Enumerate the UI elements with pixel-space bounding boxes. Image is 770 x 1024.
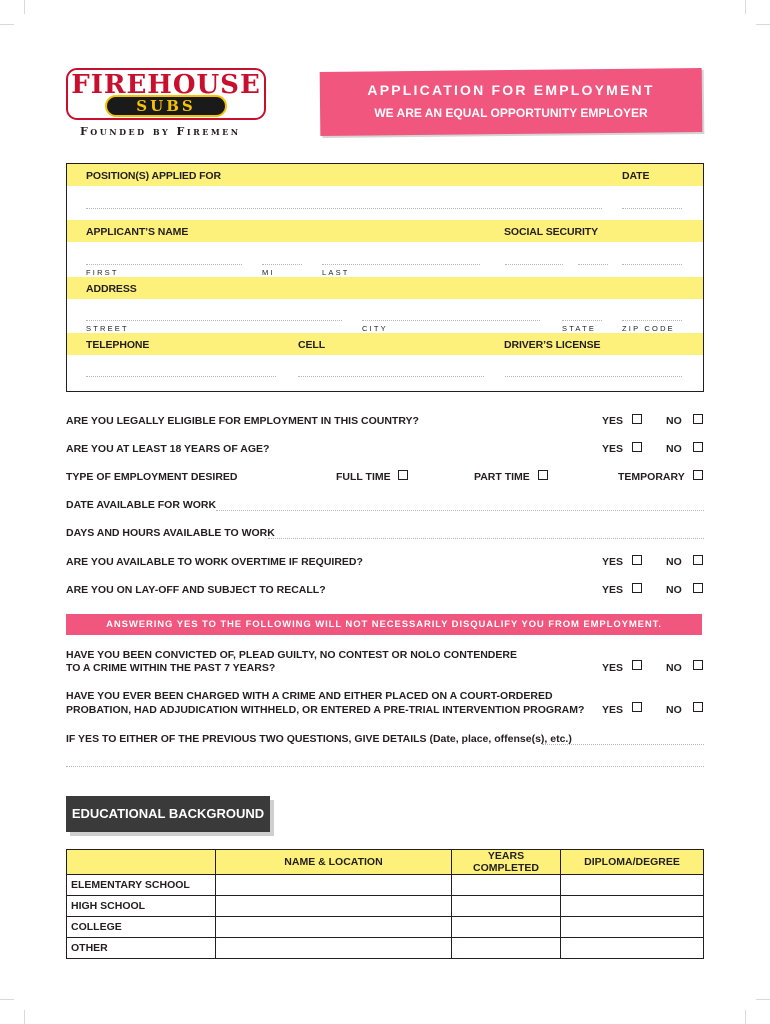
yes-label: YES — [602, 556, 624, 568]
age-question: ARE YOU AT LEAST 18 YEARS OF AGE? — [66, 443, 270, 455]
diploma-degree-cell[interactable] — [561, 896, 704, 917]
mi-caption: MI — [262, 268, 275, 277]
zip-field[interactable] — [622, 320, 682, 321]
date-available-field[interactable] — [216, 510, 704, 511]
crop-mark — [756, 999, 770, 1000]
convicted-no-checkbox[interactable] — [693, 660, 703, 670]
table-row — [67, 938, 704, 959]
temporary-label: TEMPORARY — [618, 471, 685, 483]
cell-label: CELL — [298, 339, 326, 351]
part-time-checkbox[interactable] — [538, 470, 548, 480]
yes-label: YES — [602, 662, 624, 674]
row-label: OTHER — [67, 938, 216, 959]
days-hours-question: DAYS AND HOURS AVAILABLE TO WORK — [66, 527, 275, 539]
years-completed-cell[interactable] — [452, 896, 561, 917]
age-no-checkbox[interactable] — [693, 442, 703, 452]
form-title: APPLICATION FOR EMPLOYMENT — [367, 82, 655, 98]
yes-label: YES — [602, 415, 624, 427]
charged-no-checkbox[interactable] — [693, 702, 703, 712]
employment-type-question: TYPE OF EMPLOYMENT DESIRED — [66, 471, 238, 483]
positions-field[interactable] — [86, 208, 602, 209]
row-label: ELEMENTARY SCHOOL — [67, 875, 216, 896]
eligible-yes-checkbox[interactable] — [632, 414, 642, 424]
charged-question-line1: HAVE YOU EVER BEEN CHARGED WITH A CRIME AND EITHER PLACED ON A COURT-ORDERED — [66, 690, 553, 702]
crop-mark — [745, 1010, 746, 1024]
age-yes-checkbox[interactable] — [632, 442, 642, 452]
table-header-cell: NAME & LOCATION — [216, 850, 452, 875]
table-row — [67, 896, 704, 917]
date-field[interactable] — [622, 208, 682, 209]
yes-label: YES — [602, 584, 624, 596]
no-label: NO — [666, 556, 682, 568]
street-caption: STREET — [86, 324, 129, 333]
crop-mark — [745, 0, 746, 14]
date-available-question: DATE AVAILABLE FOR WORK — [66, 499, 217, 511]
street-field[interactable] — [86, 320, 342, 321]
education-table — [66, 849, 704, 959]
last-caption: LAST — [322, 268, 350, 277]
form-subtitle: WE ARE AN EQUAL OPPORTUNITY EMPLOYER — [374, 106, 648, 120]
first-caption: FIRST — [86, 268, 119, 277]
zip-caption: ZIP CODE — [622, 324, 675, 333]
crop-mark — [24, 0, 25, 14]
table-header-cell: YEARS COMPLETED — [452, 850, 561, 875]
last-name-field[interactable] — [322, 264, 480, 265]
full-time-checkbox[interactable] — [398, 470, 408, 480]
ssn-field-3[interactable] — [622, 264, 682, 265]
firehouse-subs-logo — [66, 68, 266, 120]
disclaimer-text: ANSWERING YES TO THE FOLLOWING WILL NOT NECESSARILY DISQUALIFY YOU FROM EMPLOYMENT. — [106, 619, 662, 630]
years-completed-cell[interactable] — [452, 938, 561, 959]
header-banner — [320, 68, 703, 136]
charged-yes-checkbox[interactable] — [632, 702, 642, 712]
section-bar — [67, 333, 703, 355]
overtime-yes-checkbox[interactable] — [632, 555, 642, 565]
city-field[interactable] — [362, 320, 540, 321]
diploma-degree-cell[interactable] — [561, 875, 704, 896]
part-time-label: PART TIME — [474, 471, 530, 483]
name-location-cell[interactable] — [216, 875, 452, 896]
cell-field[interactable] — [298, 376, 484, 377]
ssn-field-2[interactable] — [578, 264, 608, 265]
social-security-label: SOCIAL SECURITY — [504, 226, 598, 238]
name-location-cell[interactable] — [216, 896, 452, 917]
diploma-degree-cell[interactable] — [561, 917, 704, 938]
row-label: HIGH SCHOOL — [67, 896, 216, 917]
crop-mark — [0, 24, 14, 25]
no-label: NO — [666, 443, 682, 455]
layoff-yes-checkbox[interactable] — [632, 583, 642, 593]
middle-initial-field[interactable] — [262, 264, 302, 265]
address-label: ADDRESS — [86, 283, 137, 295]
first-name-field[interactable] — [86, 264, 242, 265]
overtime-no-checkbox[interactable] — [693, 555, 703, 565]
eligible-no-checkbox[interactable] — [693, 414, 703, 424]
years-completed-cell[interactable] — [452, 875, 561, 896]
name-location-cell[interactable] — [216, 917, 452, 938]
crop-mark — [24, 1010, 25, 1024]
city-caption: CITY — [362, 324, 388, 333]
logo-subs-text: SUBS — [136, 97, 196, 115]
full-time-label: FULL TIME — [336, 471, 391, 483]
telephone-field[interactable] — [86, 376, 276, 377]
convicted-question-line1: HAVE YOU BEEN CONVICTED OF, PLEAD GUILTY, NO CONTEST OR NOLO CONTENDERE — [66, 649, 517, 661]
details-field-2[interactable] — [66, 766, 704, 767]
no-label: NO — [666, 662, 682, 674]
convicted-yes-checkbox[interactable] — [632, 660, 642, 670]
days-hours-field[interactable] — [268, 538, 704, 539]
years-completed-cell[interactable] — [452, 917, 561, 938]
crop-mark — [0, 999, 14, 1000]
date-label: DATE — [622, 170, 650, 182]
education-heading: EDUCATIONAL BACKGROUND — [71, 806, 265, 821]
no-label: NO — [666, 415, 682, 427]
overtime-question: ARE YOU AVAILABLE TO WORK OVERTIME IF REQUIRED? — [66, 556, 363, 568]
eligible-question: ARE YOU LEGALLY ELIGIBLE FOR EMPLOYMENT IN THIS COUNTRY? — [66, 415, 419, 427]
charged-question-line2: PROBATION, HAD ADJUDICATION WITHHELD, OR ENTERED A PRE-TRIAL INTERVENTION PROGRAM? — [66, 704, 585, 716]
table-row — [67, 875, 704, 896]
no-label: NO — [666, 704, 682, 716]
state-field[interactable] — [562, 320, 602, 321]
table-header-cell — [67, 850, 216, 875]
crop-mark — [756, 24, 770, 25]
convicted-question-line2: TO A CRIME WITHIN THE PAST 7 YEARS? — [66, 662, 276, 674]
state-caption: STATE — [562, 324, 597, 333]
drivers-license-field[interactable] — [505, 376, 682, 377]
details-field-1[interactable] — [542, 744, 704, 745]
drivers-license-label: DRIVER’S LICENSE — [504, 339, 601, 351]
ssn-field-1[interactable] — [505, 264, 563, 265]
row-label: COLLEGE — [67, 917, 216, 938]
applicant-name-label: APPLICANT’S NAME — [86, 226, 189, 238]
telephone-label: TELEPHONE — [86, 339, 150, 351]
table-row — [67, 917, 704, 938]
section-bar — [67, 277, 703, 299]
table-header-cell: DIPLOMA/DEGREE — [561, 850, 704, 875]
temporary-checkbox[interactable] — [693, 470, 703, 480]
logo-tagline: Founded by Firemen — [80, 125, 241, 138]
yes-label: YES — [602, 443, 624, 455]
logo-firehouse-text: FIREHOUSE — [71, 70, 261, 100]
yes-label: YES — [602, 704, 624, 716]
layoff-question: ARE YOU ON LAY-OFF AND SUBJECT TO RECALL? — [66, 584, 326, 596]
diploma-degree-cell[interactable] — [561, 938, 704, 959]
positions-label: POSITION(S) APPLIED FOR — [86, 170, 221, 182]
no-label: NO — [666, 584, 682, 596]
name-location-cell[interactable] — [216, 938, 452, 959]
layoff-no-checkbox[interactable] — [693, 583, 703, 593]
details-question: IF YES TO EITHER OF THE PREVIOUS TWO QUESTIONS, GIVE DETAILS (Date, place, offense(s), etc.) — [66, 733, 572, 745]
